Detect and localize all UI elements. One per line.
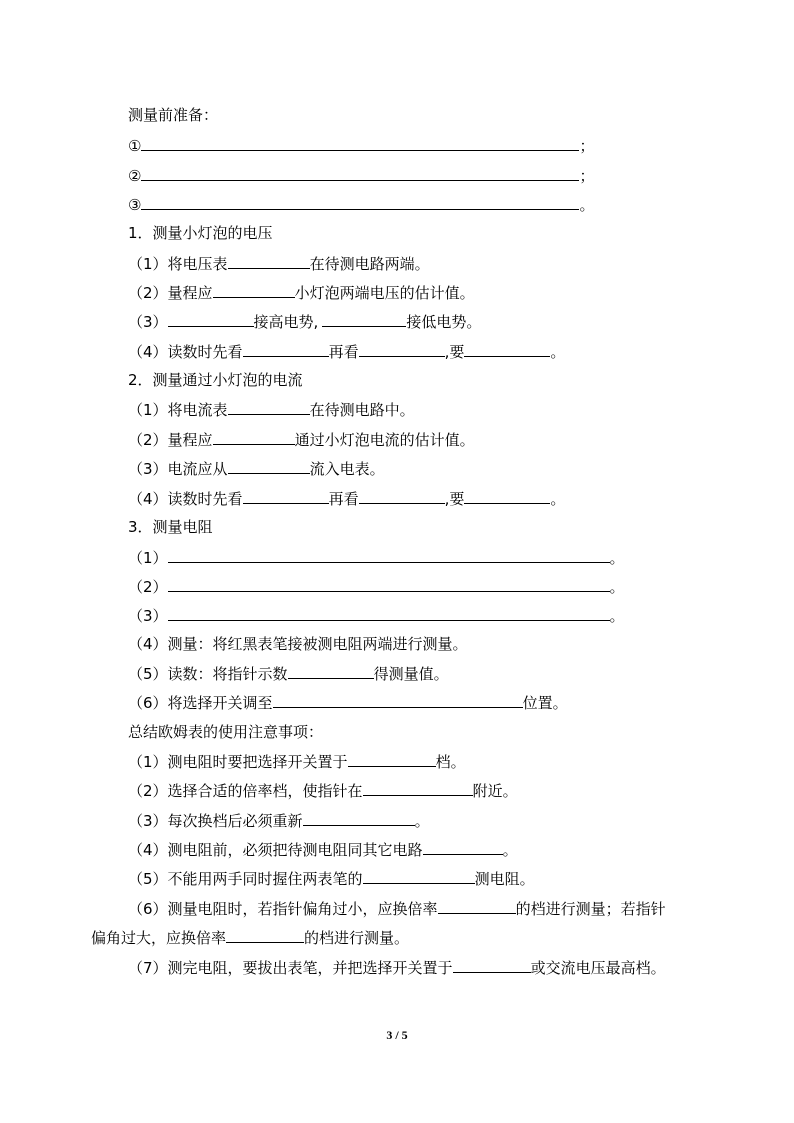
question-text: 测电阻。 xyxy=(474,870,535,888)
question-text: 。 xyxy=(550,343,566,361)
question-number: （3） xyxy=(128,313,168,331)
section-1-title: 1．测量小灯泡的电压 xyxy=(128,224,273,242)
question-text: 选择合适的倍率档，使指针在 xyxy=(167,782,363,800)
s3-question-3 xyxy=(128,605,625,625)
question-text: 测量：将红黑表笔接被测电阻两端进行测量。 xyxy=(167,635,468,653)
question-text: 再看 xyxy=(328,343,359,361)
answer-blank[interactable] xyxy=(359,341,445,357)
s1-question-4 xyxy=(128,341,565,361)
question-text: 测电阻时要把选择开关置于 xyxy=(167,753,348,771)
question-number: （3） xyxy=(128,607,168,625)
answer-blank[interactable] xyxy=(243,341,329,357)
answer-blank[interactable] xyxy=(359,488,445,504)
answer-blank[interactable] xyxy=(288,663,374,679)
answer-blank[interactable] xyxy=(168,576,610,592)
question-number: （2） xyxy=(128,431,168,449)
s1-question-1 xyxy=(128,253,430,273)
s3-question-4 xyxy=(128,634,468,654)
s3-question-5 xyxy=(128,663,449,683)
s3-question-1 xyxy=(128,547,625,567)
answer-blank[interactable] xyxy=(322,311,406,327)
s1-question-2 xyxy=(128,282,475,302)
item-end: 。 xyxy=(579,196,595,214)
question-number: （1） xyxy=(128,549,168,567)
question-number: （2） xyxy=(128,284,168,302)
item-marker: ③ xyxy=(128,196,142,214)
answer-blank[interactable] xyxy=(228,399,310,415)
page-number: 3 / 5 xyxy=(386,1028,408,1042)
s3-question-6 xyxy=(128,692,568,712)
question-text: 再看 xyxy=(328,490,359,508)
question-number: （1） xyxy=(128,401,168,419)
question-text: 在待测电路中。 xyxy=(309,401,415,419)
question-text: 测完电阻，要拔出表笔，并把选择开关置于 xyxy=(167,959,453,977)
answer-blank[interactable] xyxy=(213,429,295,445)
question-number: （4） xyxy=(128,490,168,508)
s1-question-3 xyxy=(128,311,481,331)
question-text: 。 xyxy=(502,841,518,859)
question-text: 的档进行测量。 xyxy=(304,929,410,947)
prep-item-2 xyxy=(128,165,594,185)
answer-blank[interactable] xyxy=(363,868,475,884)
summary-note-3 xyxy=(128,810,430,830)
summary-note-4 xyxy=(128,839,518,859)
prep-item-3 xyxy=(128,194,594,214)
answer-blank[interactable] xyxy=(464,341,550,357)
answer-blank[interactable] xyxy=(213,282,295,298)
section-3-title: 3．测量电阻 xyxy=(128,518,213,536)
question-text: 档。 xyxy=(435,753,466,771)
summary-note-7 xyxy=(128,957,666,977)
answer-blank[interactable] xyxy=(273,692,523,708)
summary-note-6 xyxy=(128,898,666,918)
question-text: 在待测电路两端。 xyxy=(309,255,430,273)
question-number: （4） xyxy=(128,635,168,653)
question-text: 。 xyxy=(550,490,566,508)
item-end: 。 xyxy=(609,549,625,567)
question-number: （5） xyxy=(128,665,168,683)
question-text: 接低电势。 xyxy=(406,313,482,331)
question-text: 或交流电压最高档。 xyxy=(530,959,666,977)
question-text: 电流应从 xyxy=(167,460,228,478)
question-text: 将电流表 xyxy=(167,401,228,419)
section-2-title: 2．测量通过小灯泡的电流 xyxy=(128,371,303,389)
answer-blank[interactable] xyxy=(168,311,254,327)
item-end: ； xyxy=(579,137,595,155)
question-text: 读数时先看 xyxy=(167,490,243,508)
question-text: 读数时先看 xyxy=(167,343,243,361)
s3-question-2 xyxy=(128,576,625,596)
question-text: 量程应 xyxy=(167,284,213,302)
summary-title: 总结欧姆表的使用注意事项： xyxy=(128,723,324,741)
prep-title: 测量前准备： xyxy=(128,106,219,124)
answer-blank[interactable] xyxy=(243,488,329,504)
question-number: （7） xyxy=(128,959,168,977)
question-text: 接高电势, xyxy=(253,313,319,331)
summary-note-6-continued xyxy=(91,927,409,947)
question-text: ,要 xyxy=(444,343,465,361)
answer-blank[interactable] xyxy=(228,253,310,269)
s2-question-3 xyxy=(128,458,385,478)
answer-blank[interactable] xyxy=(168,547,610,563)
s2-question-1 xyxy=(128,399,415,419)
question-text: 不能用两手同时握住两表笔的 xyxy=(167,870,363,888)
s2-question-4 xyxy=(128,488,565,508)
question-text: 测电阻前，必须把待测电阻同其它电路 xyxy=(167,841,423,859)
answer-blank[interactable] xyxy=(438,898,516,914)
question-number: （1） xyxy=(128,255,168,273)
answer-blank[interactable] xyxy=(453,957,531,973)
question-number: （6） xyxy=(128,900,168,918)
question-text: 的档进行测量；若指针 xyxy=(515,900,666,918)
answer-blank[interactable] xyxy=(168,605,610,621)
question-number: （4） xyxy=(128,343,168,361)
item-marker: ② xyxy=(128,167,142,185)
question-text: 通过小灯泡电流的估计值。 xyxy=(294,431,475,449)
question-text: 读数：将指针示数 xyxy=(167,665,288,683)
item-end: 。 xyxy=(609,607,625,625)
item-end: 。 xyxy=(609,578,625,596)
s2-question-2 xyxy=(128,429,475,449)
question-text: 将电压表 xyxy=(167,255,228,273)
question-text: 量程应 xyxy=(167,431,213,449)
question-number: （2） xyxy=(128,782,168,800)
prep-item-1 xyxy=(128,135,594,155)
summary-note-2 xyxy=(128,780,518,800)
question-text: 测量电阻时，若指针偏角过小，应换倍率 xyxy=(167,900,438,918)
question-number: （6） xyxy=(128,694,168,712)
question-text: 得测量值。 xyxy=(373,665,449,683)
answer-blank[interactable] xyxy=(141,135,579,151)
question-text: 每次换档后必须重新 xyxy=(167,812,303,830)
question-text: 位置。 xyxy=(522,694,568,712)
answer-blank[interactable] xyxy=(303,810,415,826)
question-text: 附近。 xyxy=(472,782,518,800)
question-number: （1） xyxy=(128,753,168,771)
question-text: 将选择开关调至 xyxy=(167,694,273,712)
answer-blank[interactable] xyxy=(423,839,503,855)
answer-blank[interactable] xyxy=(464,488,550,504)
question-number: （3） xyxy=(128,460,168,478)
answer-blank[interactable] xyxy=(226,927,304,943)
question-text: 小灯泡两端电压的估计值。 xyxy=(294,284,475,302)
answer-blank[interactable] xyxy=(141,165,579,181)
summary-note-1 xyxy=(128,751,466,771)
answer-blank[interactable] xyxy=(363,780,473,796)
answer-blank[interactable] xyxy=(348,751,436,767)
question-text: 。 xyxy=(414,812,430,830)
question-number: （2） xyxy=(128,578,168,596)
item-marker: ① xyxy=(128,137,142,155)
answer-blank[interactable] xyxy=(141,194,579,210)
answer-blank[interactable] xyxy=(228,458,310,474)
summary-note-5 xyxy=(128,868,535,888)
question-text: 流入电表。 xyxy=(309,460,385,478)
item-end: ； xyxy=(579,167,595,185)
question-number: （4） xyxy=(128,841,168,859)
question-text: ,要 xyxy=(444,490,465,508)
question-text: 偏角过大，应换倍率 xyxy=(91,929,227,947)
question-number: （5） xyxy=(128,870,168,888)
question-number: （3） xyxy=(128,812,168,830)
